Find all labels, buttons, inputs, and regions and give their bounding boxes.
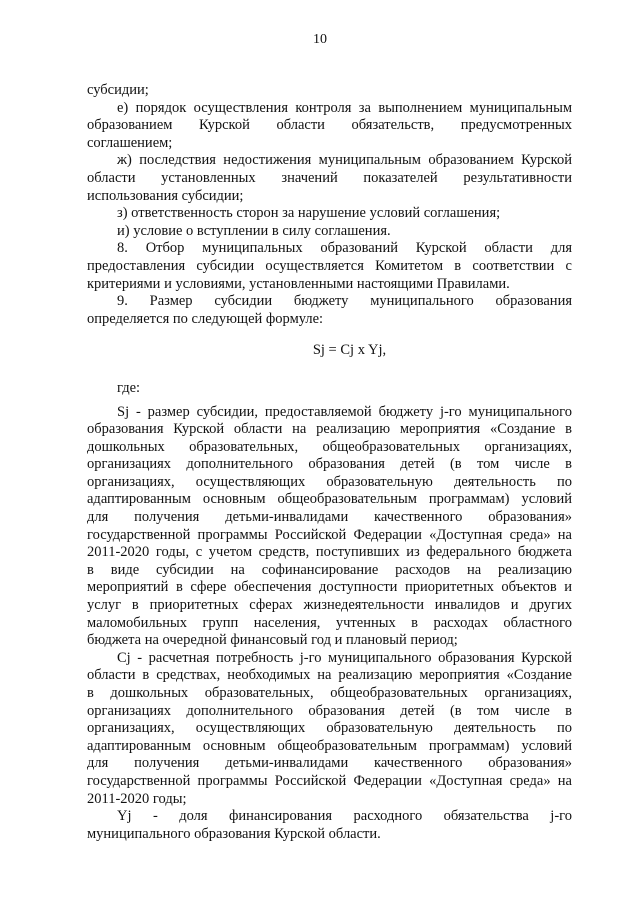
text-line: для получения детьми-инвалидами качественного образования» [87, 509, 572, 526]
text-line: где: [117, 379, 141, 396]
text-line: е) порядок осуществления контроля за выполнением муниципальным [117, 99, 572, 116]
text-line: 2011-2020 годы; [87, 790, 187, 807]
page-number: 10 [313, 32, 327, 47]
text-line: государственной программы Российской Федерации «Доступная среда» на [87, 772, 572, 789]
text-line: мероприятий в сфере обеспечения доступности приоритетных объектов и [87, 579, 572, 596]
text-line: Yj - доля финансирования расходного обязательства j-го [117, 808, 572, 825]
text-line: организациях дополнительного образования детей (в том числе в [87, 456, 572, 473]
text-line: услуг в приоритетных сферах жизнедеятельности инвалидов и других [87, 597, 572, 614]
text-line: организациях, осуществляющих образовательную деятельность по [87, 473, 572, 490]
text-line: Cj - расчетная потребность j-го муниципального образования Курской [117, 649, 572, 666]
text-line: определяется по следующей формуле: [87, 310, 324, 327]
text-line: в виде субсидии на софинансирование расходов на реализацию [87, 561, 572, 578]
text-line: 8. Отбор муниципальных образований Курской области для [117, 240, 572, 257]
text-line: области в средствах, необходимых на реализацию мероприятия «Создание [87, 667, 572, 684]
text-line: образованием Курской области обязательств, предусмотренных [87, 117, 572, 134]
text-line: использования субсидии; [87, 187, 244, 204]
text-line: организациях, осуществляющих образовательную деятельность по [87, 720, 572, 737]
text-line: ж) последствия недостижения муниципальным образованием Курской [117, 152, 572, 169]
text-line: для получения детьми-инвалидами качественного образования» [87, 755, 572, 772]
text-line: предоставления субсидии осуществляется Комитетом в соответствии с [87, 257, 572, 274]
text-line: образования Курской области на реализацию мероприятия «Создание в [87, 421, 572, 438]
text-line: маломобильных групп населения, учтенных в расходах областного [87, 614, 572, 631]
text-line: дошкольных образовательных, общеобразовательных организациях, [87, 438, 572, 455]
formula: Sj = Cj x Yj, [312, 342, 387, 359]
text-line: адаптированным основным общеобразовательным программам) условий [87, 491, 572, 508]
text-line: соглашением; [87, 134, 173, 151]
text-line: государственной программы Российской Федерации «Доступная среда» на [87, 526, 572, 543]
text-line: и) условие о вступлении в силу соглашения. [117, 222, 391, 239]
document-body [87, 82, 572, 843]
text-line: области установленных значений показателей результативности [87, 169, 572, 186]
text-line: адаптированным основным общеобразовательным программам) условий [87, 737, 572, 754]
text-line: муниципального образования Курской области. [87, 825, 381, 842]
text-line: 2011-2020 годы, с учетом средств, поступивших из федерального бюджета [87, 544, 572, 561]
text-line: субсидии; [87, 82, 149, 98]
text-line: з) ответственность сторон за нарушение условий соглашения; [117, 205, 501, 222]
text-line: Sj - размер субсидии, предоставляемой бюджету j-го муниципального [117, 403, 572, 420]
text-line: в дошкольных образовательных, общеобразовательных организациях, [87, 685, 572, 701]
text-line: 9. Размер субсидии бюджету муниципального образования [117, 293, 572, 310]
text-line: бюджета на очередной финансовый год и плановый период; [87, 632, 458, 649]
text-line: критериями и условиями, установленными настоящими Правилами. [87, 275, 510, 292]
text-line: организациях дополнительного образования детей (в том числе в [87, 702, 572, 719]
